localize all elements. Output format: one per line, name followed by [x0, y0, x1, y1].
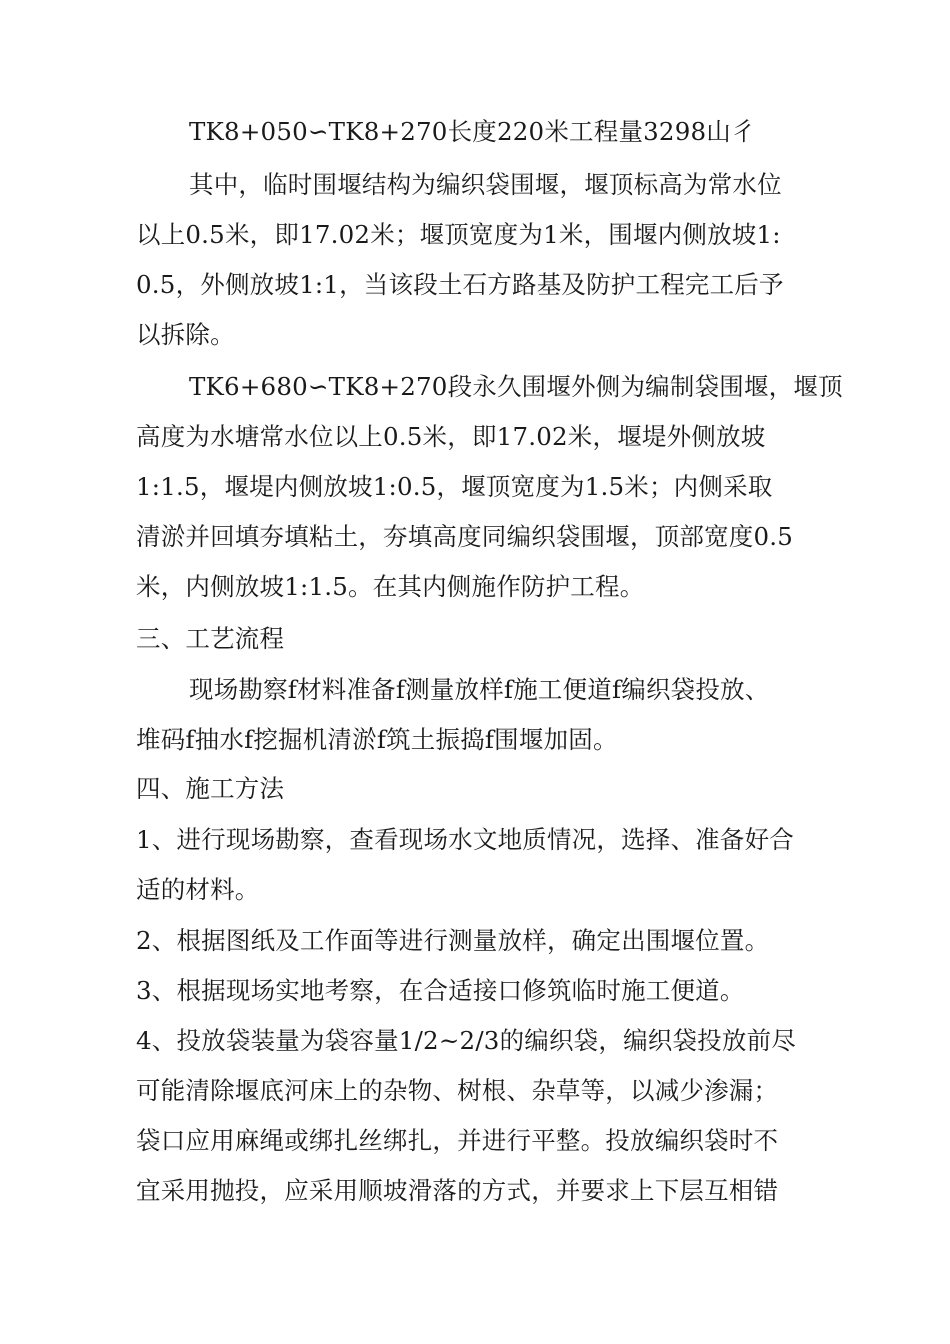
text-line-13: 堆码f抽水f挖掘机清淤f筑土振捣f围堰加固。: [136, 725, 618, 754]
section-heading-4: 四、施工方法: [136, 774, 285, 803]
text-line-16: 适的材料。: [136, 875, 260, 904]
text-line-20: 可能清除堰底河床上的杂物、树根、杂草等，以减少渗漏；: [136, 1076, 779, 1105]
text-line-6: TK6+680∽TK8+270段永久围堰外侧为编制袋围堰，堰顶: [189, 372, 843, 401]
text-line-12: 现场勘察f材料准备f测量放样f施工便道f编织袋投放、: [189, 675, 770, 704]
text-line-4: 0.5，外侧放坡1:1，当该段土石方路基及防护工程完工后予: [136, 270, 784, 299]
text-line-22: 宜采用抛投，应采用顺坡滑落的方式，并要求上下层互相错: [136, 1176, 779, 1205]
text-line-8: 1:1.5，堰堤内侧放坡1:0.5，堰顶宽度为1.5米；内侧采取: [136, 472, 773, 501]
text-line-5: 以拆除。: [136, 320, 235, 349]
text-line-17: 2、根据图纸及工作面等进行测量放样，确定出围堰位置。: [136, 926, 770, 955]
text-line-10: 米，内侧放坡1:1.5。在其内侧施作防护工程。: [136, 572, 645, 601]
text-line-21: 袋口应用麻绳或绑扎丝绑扎，并进行平整。投放编织袋时不: [136, 1126, 779, 1155]
text-line-15: 1、进行现场勘察，查看现场水文地质情况，选择、准备好合: [136, 825, 794, 854]
text-line-19: 4、投放袋装量为袋容量1/2~2/3的编织袋，编织袋投放前尽: [136, 1026, 796, 1055]
text-line-2: 其中，临时围堰结构为编织袋围堰，堰顶标高为常水位: [189, 170, 782, 199]
section-heading-3: 三、工艺流程: [136, 624, 285, 653]
text-line-18: 3、根据现场实地考察，在合适接口修筑临时施工便道。: [136, 976, 745, 1005]
text-line-1: TK8+050∽TK8+270长度220米工程量3298山彳: [189, 117, 756, 146]
text-line-7: 高度为水塘常水位以上0.5米，即17.02米，堰堤外侧放坡: [136, 422, 766, 451]
text-line-9: 清淤并回填夯填粘土，夯填高度同编织袋围堰，顶部宽度0.5: [136, 522, 794, 551]
text-line-3: 以上0.5米，即17.02米；堰顶宽度为1米，围堰内侧放坡1:: [136, 220, 781, 249]
